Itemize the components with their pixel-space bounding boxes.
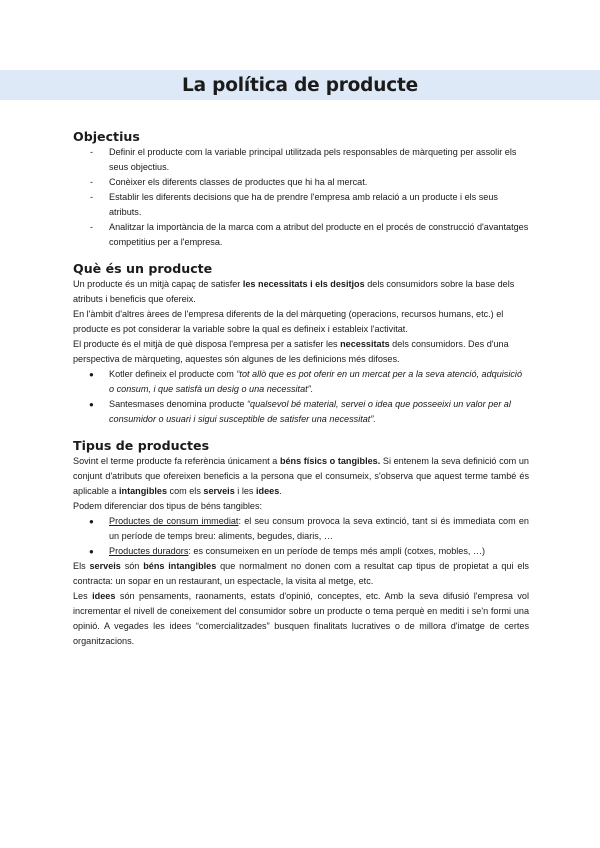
objectius-list — [73, 145, 529, 250]
tipus-paragraph-3: Els serveis són béns intangibles que normalment no donen com a resultat cap tipus de propietat a qui els contracta: un sopar en un restaurant, un espectacle, la visita al metge, etc. — [73, 561, 529, 586]
tangibles-list — [73, 514, 529, 559]
tipus-paragraph-1: Sovint el terme producte fa referència únicament a béns físics o tangibles. Si entenem la seva definició com un conjunt d'atributs que ofereixen beneficis a la persona que el consumeix, s'observa que aquest terme també és aplicable a intangibles com els serveis i les idees. — [73, 456, 529, 496]
document-body — [73, 128, 529, 649]
definition-item: ● Kotler defineix el producte com “tot allò que es pot oferir en un mercat per a la seva atenció, adquisició o consum, i que satisfà un desig o una necessitat”. — [73, 367, 529, 397]
definitions-list — [73, 367, 529, 427]
section-heading-objectius: Objectius — [73, 129, 140, 144]
tipus-paragraph-4: Les idees són pensaments, raonaments, estats d'opinió, conceptes, etc. Amb la seva difusió l'empresa vol incrementar el nivell de coneixement del consumidor sobre un producte o tema perquè en mediti i se'n formi una opinió. A vegades les idees “comercialitzades” busquen finalitats lucratives o de millora d'imatge de certes organitzacions. — [73, 591, 529, 646]
section-heading-que-es: Què és un producte — [73, 261, 213, 276]
page-title: La política de producte — [182, 74, 418, 96]
section-heading-tipus: Tipus de productes — [73, 438, 210, 453]
objectiu-item: - Establir les diferents decisions que ha de prendre l'empresa amb relació a un producte i els seus atributs. — [73, 190, 529, 220]
title-band — [0, 70, 600, 100]
objectiu-item: - Conèixer els diferents classes de productes que hi ha al mercat. — [73, 175, 529, 190]
tipus-paragraph-2: Podem diferenciar dos tipus de béns tangibles: — [73, 501, 263, 511]
tangible-item: ● Productes duradors: es consumeixen en un període de temps més ampli (cotxes, mobles, …) — [73, 544, 529, 559]
que-es-paragraph-1: Un producte és un mitjà capaç de satisfer les necessitats i els desitjos dels consumidors sobre la base dels atributs i beneficis que ofereix. — [73, 279, 515, 304]
que-es-paragraph-2: En l'àmbit d'altres àrees de l'empresa diferents de la del màrqueting (operacions, recursos humans, etc.) el producte es pot considerar la variable sobre la qual es defineix i estableix l'activitat. — [73, 309, 504, 334]
definition-item: ● Santesmases denomina producte “qualsevol bé material, servei o idea que posseeixi un valor per al consumidor o usuari i sigui susceptible de satisfer una necessitat”. — [73, 397, 529, 427]
objectiu-item: - Analitzar la importància de la marca com a atribut del producte en el procés de construcció d'avantatges competitius per a l'empresa. — [73, 220, 529, 250]
que-es-paragraph-3: El producte és el mitjà de què disposa l'empresa per a satisfer les necessitats dels consumidors. Des d'una perspectiva de màrqueting, aquestes són algunes de les definicions més difoses. — [73, 339, 509, 364]
objectiu-item: - Definir el producte com la variable principal utilitzada pels responsables de màrqueting per assolir els seus objectius. — [73, 145, 529, 175]
tangible-item: ● Productes de consum immediat: el seu consum provoca la seva extinció, tant si és immediata com en un període de temps breu: aliments, begudes, diaris, … — [73, 514, 529, 544]
